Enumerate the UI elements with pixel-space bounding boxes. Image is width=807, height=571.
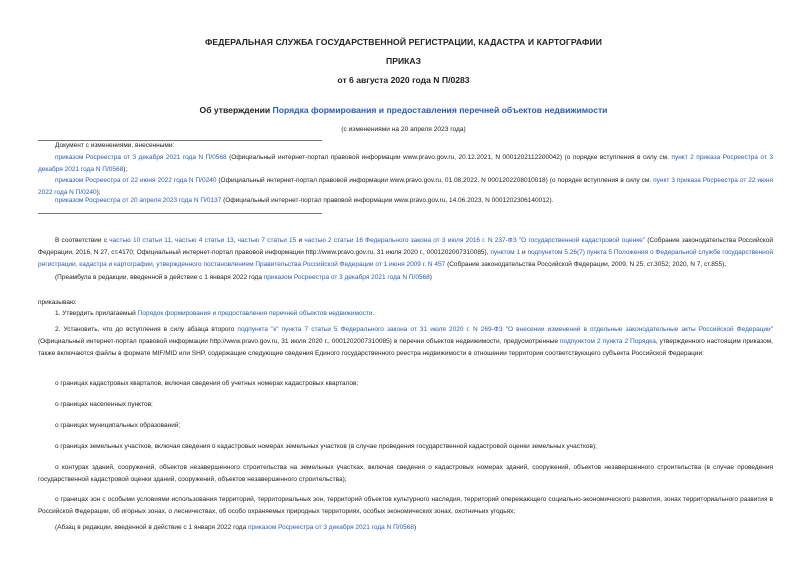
- item-1: [38, 308, 773, 320]
- preamble-note-text: (Преамбула в редакции, введенной в действие с 1 января 2022 года: [55, 274, 264, 281]
- order-word: приказываю:: [38, 299, 77, 306]
- amended-note: (с изменениями на 20 апреля 2023 года): [341, 126, 466, 133]
- change-1-link[interactable]: приказом Росреестра от 3 декабря 2021 года N П/0568: [55, 154, 227, 161]
- item-2-link-1[interactable]: подпункта "к" пункта 7 статьи 5 Федерального закона от 31 июля 2020 г. N 269-ФЗ "О внесении изменений в отдельные законодательные акты Российской Федерации": [237, 326, 773, 333]
- bottom-divider: [38, 213, 322, 214]
- change-1-link2[interactable]: пункт 2 приказа Росреестра от 3 декабря 2021 года N П/0568: [38, 154, 773, 173]
- preamble-text-d: и: [296, 237, 305, 244]
- law-link-1[interactable]: частью 10 статьи 11: [109, 237, 171, 244]
- item-1-end: .: [372, 310, 375, 317]
- law-link-5[interactable]: пунктом 1: [490, 249, 521, 256]
- change-2-end: );: [96, 189, 101, 196]
- preamble-text-a: В соответствии с: [55, 237, 110, 244]
- doc-type-heading: ПРИКАЗ: [386, 56, 421, 66]
- change-1-end: );: [123, 166, 128, 173]
- preamble-amend-note: [38, 272, 773, 284]
- change-2-link[interactable]: приказом Росреестра от 22 июня 2022 года N П/0240: [55, 177, 217, 184]
- date-number-heading: от 6 августа 2020 года N П/0283: [337, 75, 470, 85]
- preamble-note-link[interactable]: приказом Росреестра от 3 декабря 2021 года N П/0568: [263, 274, 430, 281]
- abz-amend-note: [38, 522, 773, 534]
- change-item-3: [38, 195, 773, 207]
- change-item-1: [38, 152, 773, 176]
- bullet-1: о границах кадастровых кварталов, включая сведения об учетных номерах кадастровых кварталов;: [55, 380, 359, 387]
- law-link-4[interactable]: частью 2 статьи 16 Федерального закона от 3 июля 2016 г. N 237-ФЗ "О государственной кадастровой оценке": [304, 237, 646, 244]
- item-2-text-a: 2. Установить, что до вступления в силу абзаца второго: [55, 326, 238, 333]
- changes-intro-text: Документ с изменениями, внесенными:: [55, 142, 175, 149]
- abz-note-end: ): [414, 524, 417, 531]
- preamble-text-b: ,: [171, 237, 176, 244]
- title-prefix: Об утверждении: [199, 105, 273, 115]
- item-1-text: 1. Утвердить прилагаемый: [55, 310, 138, 317]
- item-2-link-2[interactable]: подпунктом 2 пункта 2 Порядка: [559, 338, 656, 345]
- abz-note-text: (Абзац в редакции, введенной в действие с 1 января 2022 года: [55, 524, 249, 531]
- document-title: [0, 105, 807, 115]
- bullet-5: о контурах зданий, сооружений, объектов незавершенного строительства на земельных участках, включая сведения о кадастровых номерах зданий, сооружений, объектов незавершенного строительства (в случае проведения государственной кадастровой оценки зданий, сооружений, объектов незавершенного строительства);: [38, 464, 773, 483]
- law-link-2[interactable]: частью 4 статьи 13: [175, 237, 234, 244]
- law-link-6[interactable]: подпунктом 5.26(7) пункта 5 Положения о Федеральной службе государственной регистрации, кадастра и картографии, утвержденного постановлением Правительства Российской Федерации от 1 июня 2009 г. N 457: [38, 249, 774, 268]
- title-link[interactable]: Порядка формирования и предоставления перечней объектов недвижимости: [272, 105, 608, 115]
- item-2-text-c: , утвержденного настоящим приказом, также включаются файлы в формате MIF/MID или SHP, содержащие следующие сведения Единого государственного реестра недвижимости в отношении территории соответствующего субъекта Российской Федерации:: [38, 338, 773, 357]
- bullet-2: о границах населенных пунктов;: [55, 401, 153, 408]
- bullet-3: о границах муниципальных образований;: [55, 422, 181, 429]
- changes-intro: [38, 140, 773, 152]
- change-2-link2[interactable]: пункт 3 приказа Росреестра от 22 июня 2022 года N П/0240: [38, 177, 773, 196]
- preamble-paragraph: [38, 235, 773, 271]
- item-2-text-b: (Официальный интернет-портал правовой информации http://www.pravo.gov.ru, 31 июля 2020 г., 0001202007310085) в перечни объектов недвижимости, предусмотренные: [38, 338, 560, 345]
- change-3-text: (Официальный интернет-портал правовой информации www.pravo.gov.ru, 14.06.2023, N 0001202306140012).: [221, 197, 554, 204]
- preamble-text-e: (Собрание законодательства Российской Федерации, 2016, N 27, ст.4170; Официальный интернет-портал правовой информации http://www.pravo.gov.ru, 31 июля 2020 г., 0001202007310085),: [38, 237, 773, 256]
- change-1-text: (Официальный интернет-портал правовой информации www.pravo.gov.ru, 20.12.2021, N 0001202112200042) (о порядке вступления в силу см.: [226, 154, 672, 161]
- change-2-text: (Официальный интернет-портал правовой информации www.pravo.gov.ru, 01.08.2022, N 0001202208010018) (о порядке вступления в силу см.: [216, 177, 654, 184]
- abz-note-link[interactable]: приказом Росреестра от 3 декабря 2021 года N П/0568: [248, 524, 415, 531]
- bullet-6: о границах зон с особыми условиями использования территорий, территориальных зон, территорий объектов культурного наследия, территорий опережающего социально-экономического развития, зонах территориального развития в Российской Федерации, об игорных зонах, о лесничествах, об особо охраняемых природных территориях, особых экономических зонах, охотничьих угодьях;: [38, 496, 773, 515]
- preamble-text-f: и: [520, 249, 528, 256]
- preamble-text-g: (Собрание законодательства Российской Федерации, 2009, N 25, ст.3052; 2020, N 7, ст.855),: [445, 261, 727, 268]
- agency-heading: ФЕДЕРАЛЬНАЯ СЛУЖБА ГОСУДАРСТВЕННОЙ РЕГИСТРАЦИИ, КАДАСТРА И КАРТОГРАФИИ: [204, 37, 603, 47]
- preamble-note-end: ): [429, 274, 432, 281]
- item-1-link[interactable]: Порядок формирования и предоставления перечней объектов недвижимости: [137, 310, 373, 317]
- preamble-text-c: ,: [233, 237, 238, 244]
- law-link-3[interactable]: частью 7 статьи 15: [237, 237, 297, 244]
- change-3-link[interactable]: приказом Росреестра от 20 апреля 2023 года N П/0137: [55, 197, 222, 204]
- item-2: [38, 324, 773, 360]
- bullet-4: о границах земельных участков, включая сведения о кадастровых номерах земельных участков (в случае проведения государственной кадастровой оценки земельных участков);: [55, 443, 597, 450]
